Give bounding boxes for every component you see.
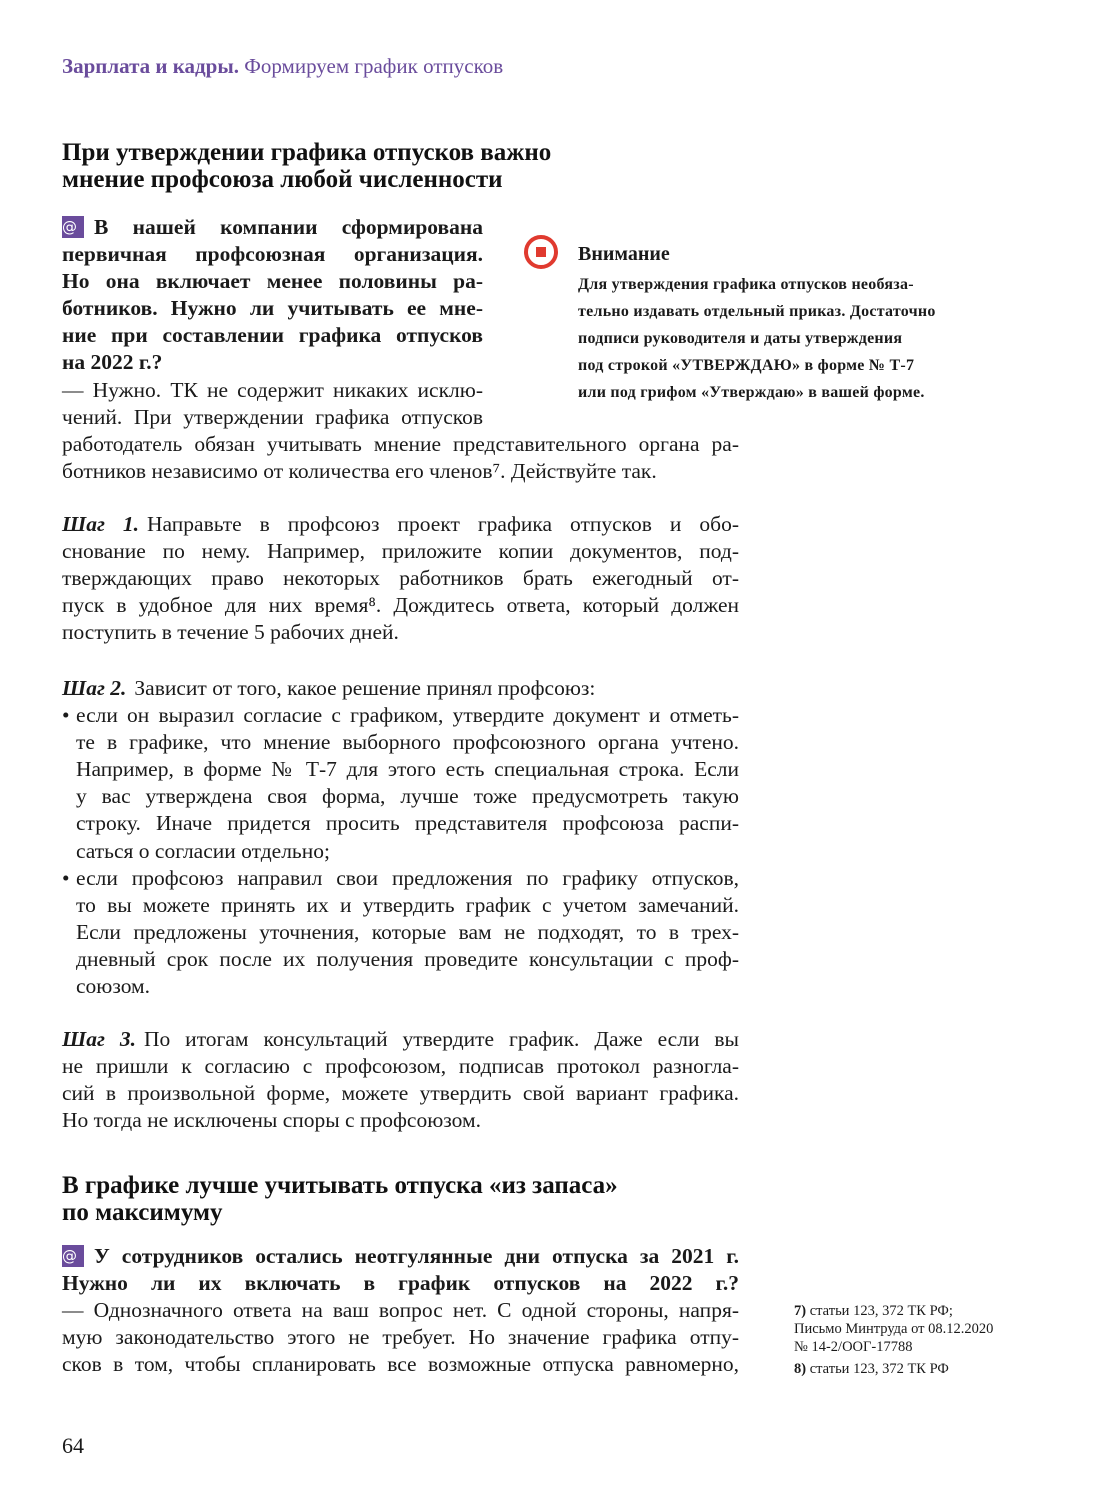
text-line: Шаг 1. Направьте в профсоюз проект графика отпусков и обо- [62, 512, 739, 536]
footnote-line: 7) статьи 123, 372 ТК РФ; [794, 1303, 953, 1319]
footnotes [794, 1302, 993, 1378]
attention-line: подписи руководителя и даты утверждения [578, 330, 903, 347]
text-line: @ У сотрудников остались неотгулянные дни отпуска за 2021 г. [62, 1244, 739, 1268]
text-line: те в графике, что мнение выборного профсоюзного органа учтено. [76, 730, 739, 755]
attention-line: Для утверждения графика отпусков необяза- [578, 276, 914, 293]
question-2 [62, 1243, 739, 1378]
text-line: Если предложены уточнения, которые вам не подходят, то в трех- [76, 919, 739, 944]
attention-line: тельно издавать отдельный приказ. Достаточно [578, 303, 936, 320]
text-line: Но тогда не исключены споры с профсоюзом. [62, 1108, 481, 1133]
page-number: 64 [62, 1433, 84, 1458]
footnote-number: 7) [794, 1303, 807, 1319]
text-line: — Нужно. ТК не содержит никаких исклю- [62, 377, 483, 402]
heading-line: по максимуму [62, 1199, 223, 1226]
running-header-title: Формируем график отпусков [244, 54, 504, 78]
attention-icon [524, 235, 558, 269]
text-line: сий в произвольной форме, можете утвердить свой вариант графика. [62, 1081, 739, 1106]
heading-1 [62, 139, 551, 193]
heading-line: В графике лучше учитывать отпуска «из запаса» [62, 1172, 618, 1199]
text-line: на 2022 г.? [62, 350, 163, 375]
text-line: мую законодательство этого не требует. Но значение графика отпу- [62, 1325, 739, 1350]
running-header-section: Зарплата и кадры. [62, 54, 240, 78]
attention-line: под строкой «УТВЕРЖДАЮ» в форме № Т-7 [578, 357, 915, 374]
footnote-line: № 14-2/ООГ-17788 [794, 1339, 913, 1355]
heading-2 [62, 1172, 618, 1226]
text-line: — Однозначного ответа на ваш вопрос нет. С одной стороны, напря- [62, 1298, 739, 1323]
at-icon: @ [62, 1245, 84, 1267]
step-2 [62, 675, 739, 1000]
step-label: Шаг 3. [62, 1027, 136, 1051]
text-line: ние при составлении графика отпусков [62, 323, 483, 348]
text-line: Нужно ли их включать в график отпусков на 2022 г.? [62, 1271, 739, 1296]
step-3 [62, 1026, 739, 1134]
text-line: Но она включает менее половины ра- [62, 269, 483, 294]
heading-line: мнение профсоюза любой численности [62, 166, 503, 193]
text-line: сков в том, чтобы спланировать все возможные отпуска равномерно, [62, 1352, 739, 1377]
step-label: Шаг 1. [62, 512, 139, 536]
text-line: Шаг 2. Зависит от того, какое решение принял профсоюз: [62, 676, 596, 700]
footnote-line: Письмо Минтруда от 08.12.2020 [794, 1321, 994, 1337]
footnote-line: 8) статьи 123, 372 ТК РФ [794, 1361, 949, 1377]
text-line: чений. При утверждении графика отпусков [62, 404, 483, 429]
text-line: поступить в течение 5 рабочих дней. [62, 620, 399, 645]
bullet-item: • если профсоюз направил свои предложения по графику отпусков, [76, 865, 739, 892]
text-line: то вы можете принять их и утвердить график с учетом замечаний. [76, 892, 739, 917]
footnote-number: 8) [794, 1361, 807, 1377]
text-line: у вас утверждена своя форма, лучше тоже предусмотреть такую [76, 784, 739, 809]
attention-title: Внимание [578, 243, 670, 265]
text-line: ботников. Нужно ли учитывать ее мне- [62, 296, 483, 321]
at-icon: @ [62, 216, 84, 238]
attention-line: или под грифом «Утверждаю» в вашей форме. [578, 384, 925, 401]
bullet-item: • если он выразил согласие с графиком, утвердите документ и отметь- [76, 702, 739, 729]
step-label: Шаг 2. [62, 676, 127, 700]
text-line: союзом. [76, 974, 151, 999]
text-line: строку. Иначе придется просить представителя профсоюза распи- [76, 811, 739, 836]
step-1 [62, 511, 739, 646]
text-line: работодатель обязан учитывать мнение представительного органа ра- [62, 431, 739, 456]
text-line: дневный срок после их получения проведите консультации с проф- [76, 946, 739, 971]
text-line: Шаг 3. По итогам консультаций утвердите график. Даже если вы [62, 1027, 739, 1051]
text-line: тверждающих право некоторых работников брать ежегодный от- [62, 566, 739, 591]
text-line: пуск в удобное для них время⁸. Дождитесь ответа, который должен [62, 593, 739, 618]
text-line: первичная профсоюзная организация. [62, 242, 483, 267]
text-line: саться о согласии отдельно; [76, 838, 330, 863]
text-line: ботников независимо от количества его членов⁷. Действуйте так. [62, 458, 657, 483]
text-line: снование по нему. Например, приложите копии документов, под- [62, 539, 739, 564]
text-line: Например, в форме № Т-7 для этого есть специальная строка. Если [76, 757, 739, 782]
text-line: @ В нашей компании сформирована [62, 215, 483, 239]
text-line: не пришли к согласию с профсоюзом, подписав протокол разногла- [62, 1054, 739, 1079]
attention-body [578, 271, 936, 406]
heading-line: При утверждении графика отпусков важно [62, 139, 552, 166]
running-header [62, 54, 503, 79]
